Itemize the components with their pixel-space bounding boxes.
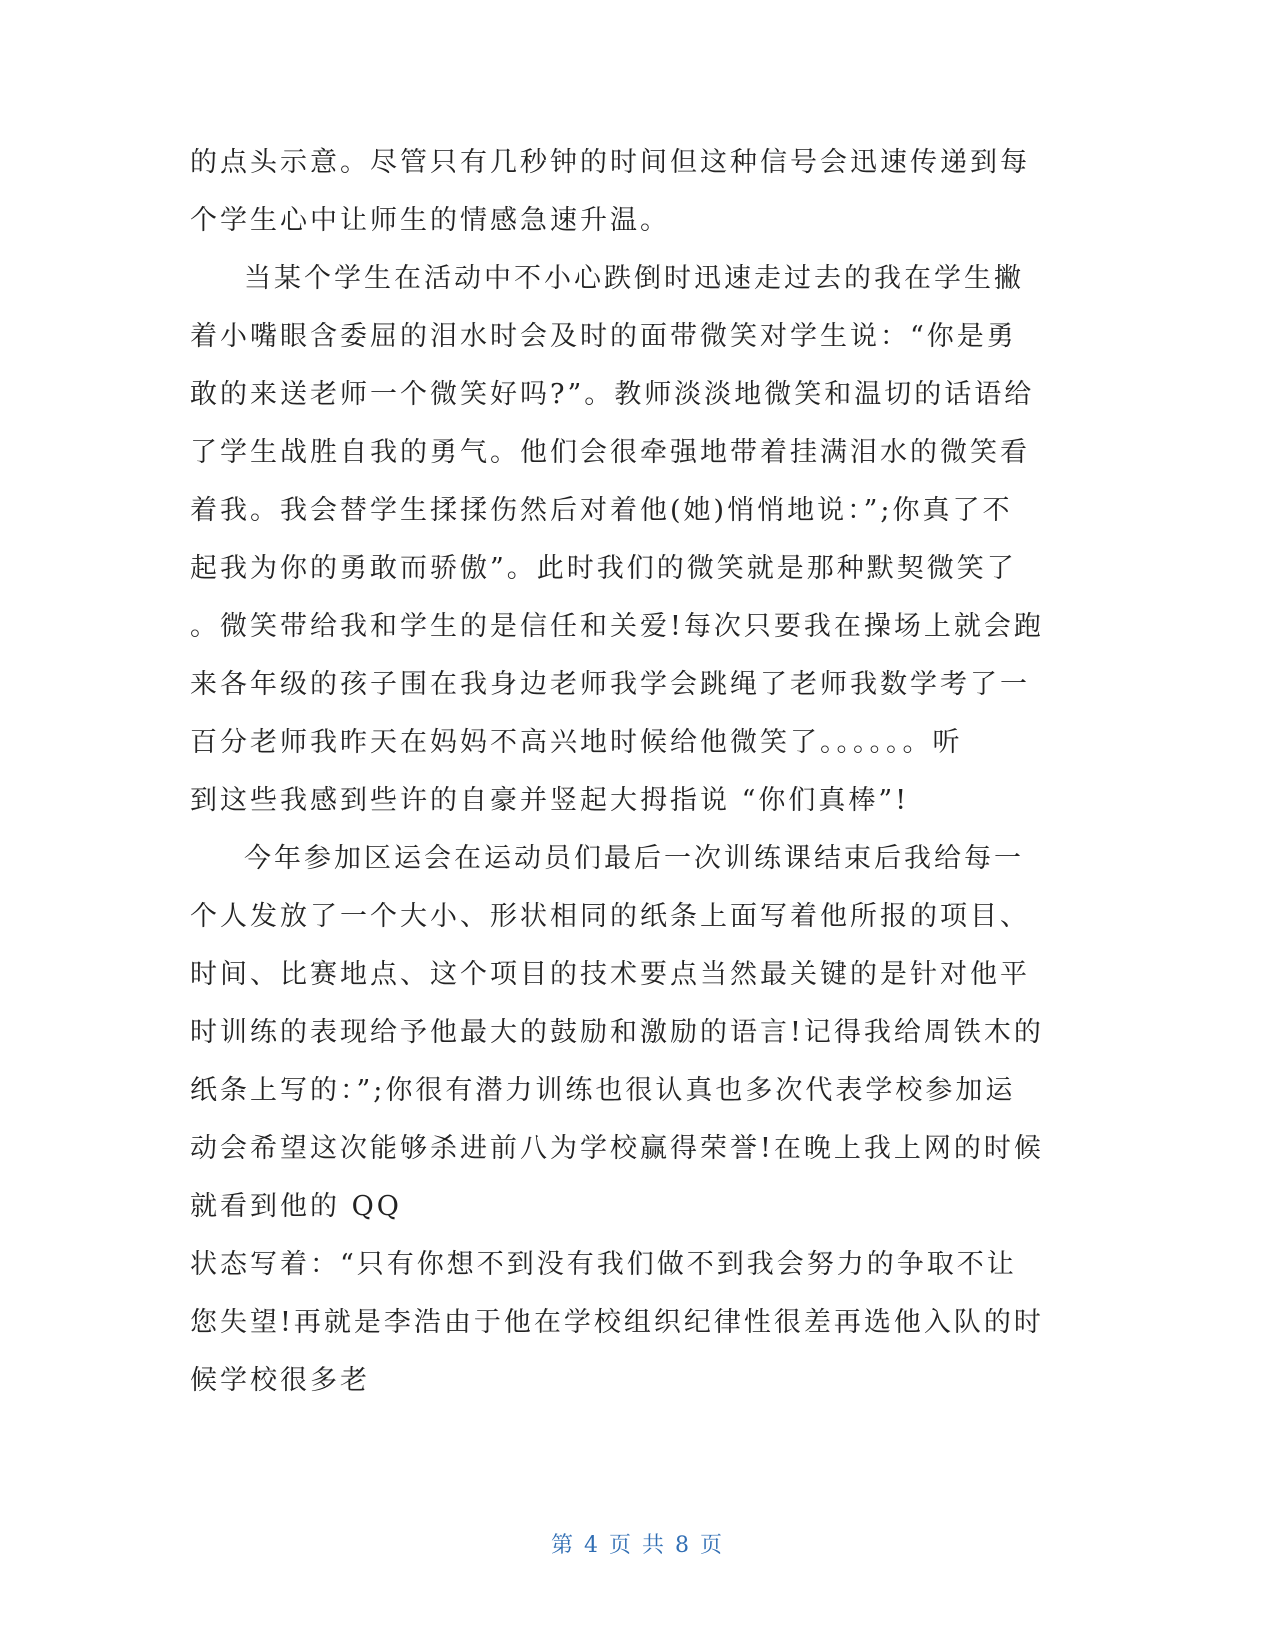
text-line: 百分老师我昨天在妈妈不高兴地时候给他微笑了。。。。。。听 [190,727,963,758]
text-line: 到这些我感到些许的自豪并竖起大拇指说 “你们真棒”! [190,785,910,816]
text-line: 个人发放了一个大小、形状相同的纸条上面写着他所报的项目、 [190,901,1030,932]
text-line: 时间、比赛地点、这个项目的技术要点当然最关键的是针对他平 [190,959,1030,990]
text-line: 。微笑带给我和学生的是信任和关爱!每次只要我在操场上就会跑 [190,611,1044,642]
text-line: 动会希望这次能够杀进前八为学校赢得荣誉!在晚上我上网的时候 [190,1133,1044,1164]
text-line: 候学校很多老 [190,1365,370,1396]
text-line: 的点头示意。尽管只有几秒钟的时间但这种信号会迅速传递到每 [190,147,1030,178]
text-line: 起我为你的勇敢而骄傲”。此时我们的微笑就是那种默契微笑了 [190,553,1017,584]
text-line: 您失望!再就是李浩由于他在学校组织纪律性很差再选他入队的时 [190,1307,1044,1338]
text-line: 着我。我会替学生揉揉伤然后对着他(她)悄悄地说：”;你真了不 [190,495,1013,526]
paragraph-start-line: 当某个学生在活动中不小心跌倒时迅速走过去的我在学生撇 [244,263,1024,294]
text-line: 来各年级的孩子围在我身边老师我学会跳绳了老师我数学考了一 [190,669,1030,700]
paragraph-start-line: 今年参加区运会在运动员们最后一次训练课结束后我给每一 [244,843,1024,874]
text-line: 就看到他的 QQ [190,1191,402,1222]
page-number-footer: 第 4 页 共 8 页 [551,1533,724,1558]
text-line: 个学生心中让师生的情感急速升温。 [190,205,670,236]
text-line: 时训练的表现给予他最大的鼓励和激励的语言!记得我给周铁木的 [190,1017,1044,1048]
text-line: 了学生战胜自我的勇气。他们会很牵强地带着挂满泪水的微笑看 [190,437,1030,468]
text-line: 敢的来送老师一个微笑好吗?”。教师淡淡地微笑和温切的话语给 [190,379,1035,410]
text-line: 纸条上写的：”;你很有潜力训练也很认真也多次代表学校参加运 [190,1075,1016,1106]
text-line: 着小嘴眼含委屈的泪水时会及时的面带微笑对学生说：“你是勇 [190,321,1017,352]
text-line: 状态写着：“只有你想不到没有我们做不到我会努力的争取不让 [190,1249,1017,1280]
